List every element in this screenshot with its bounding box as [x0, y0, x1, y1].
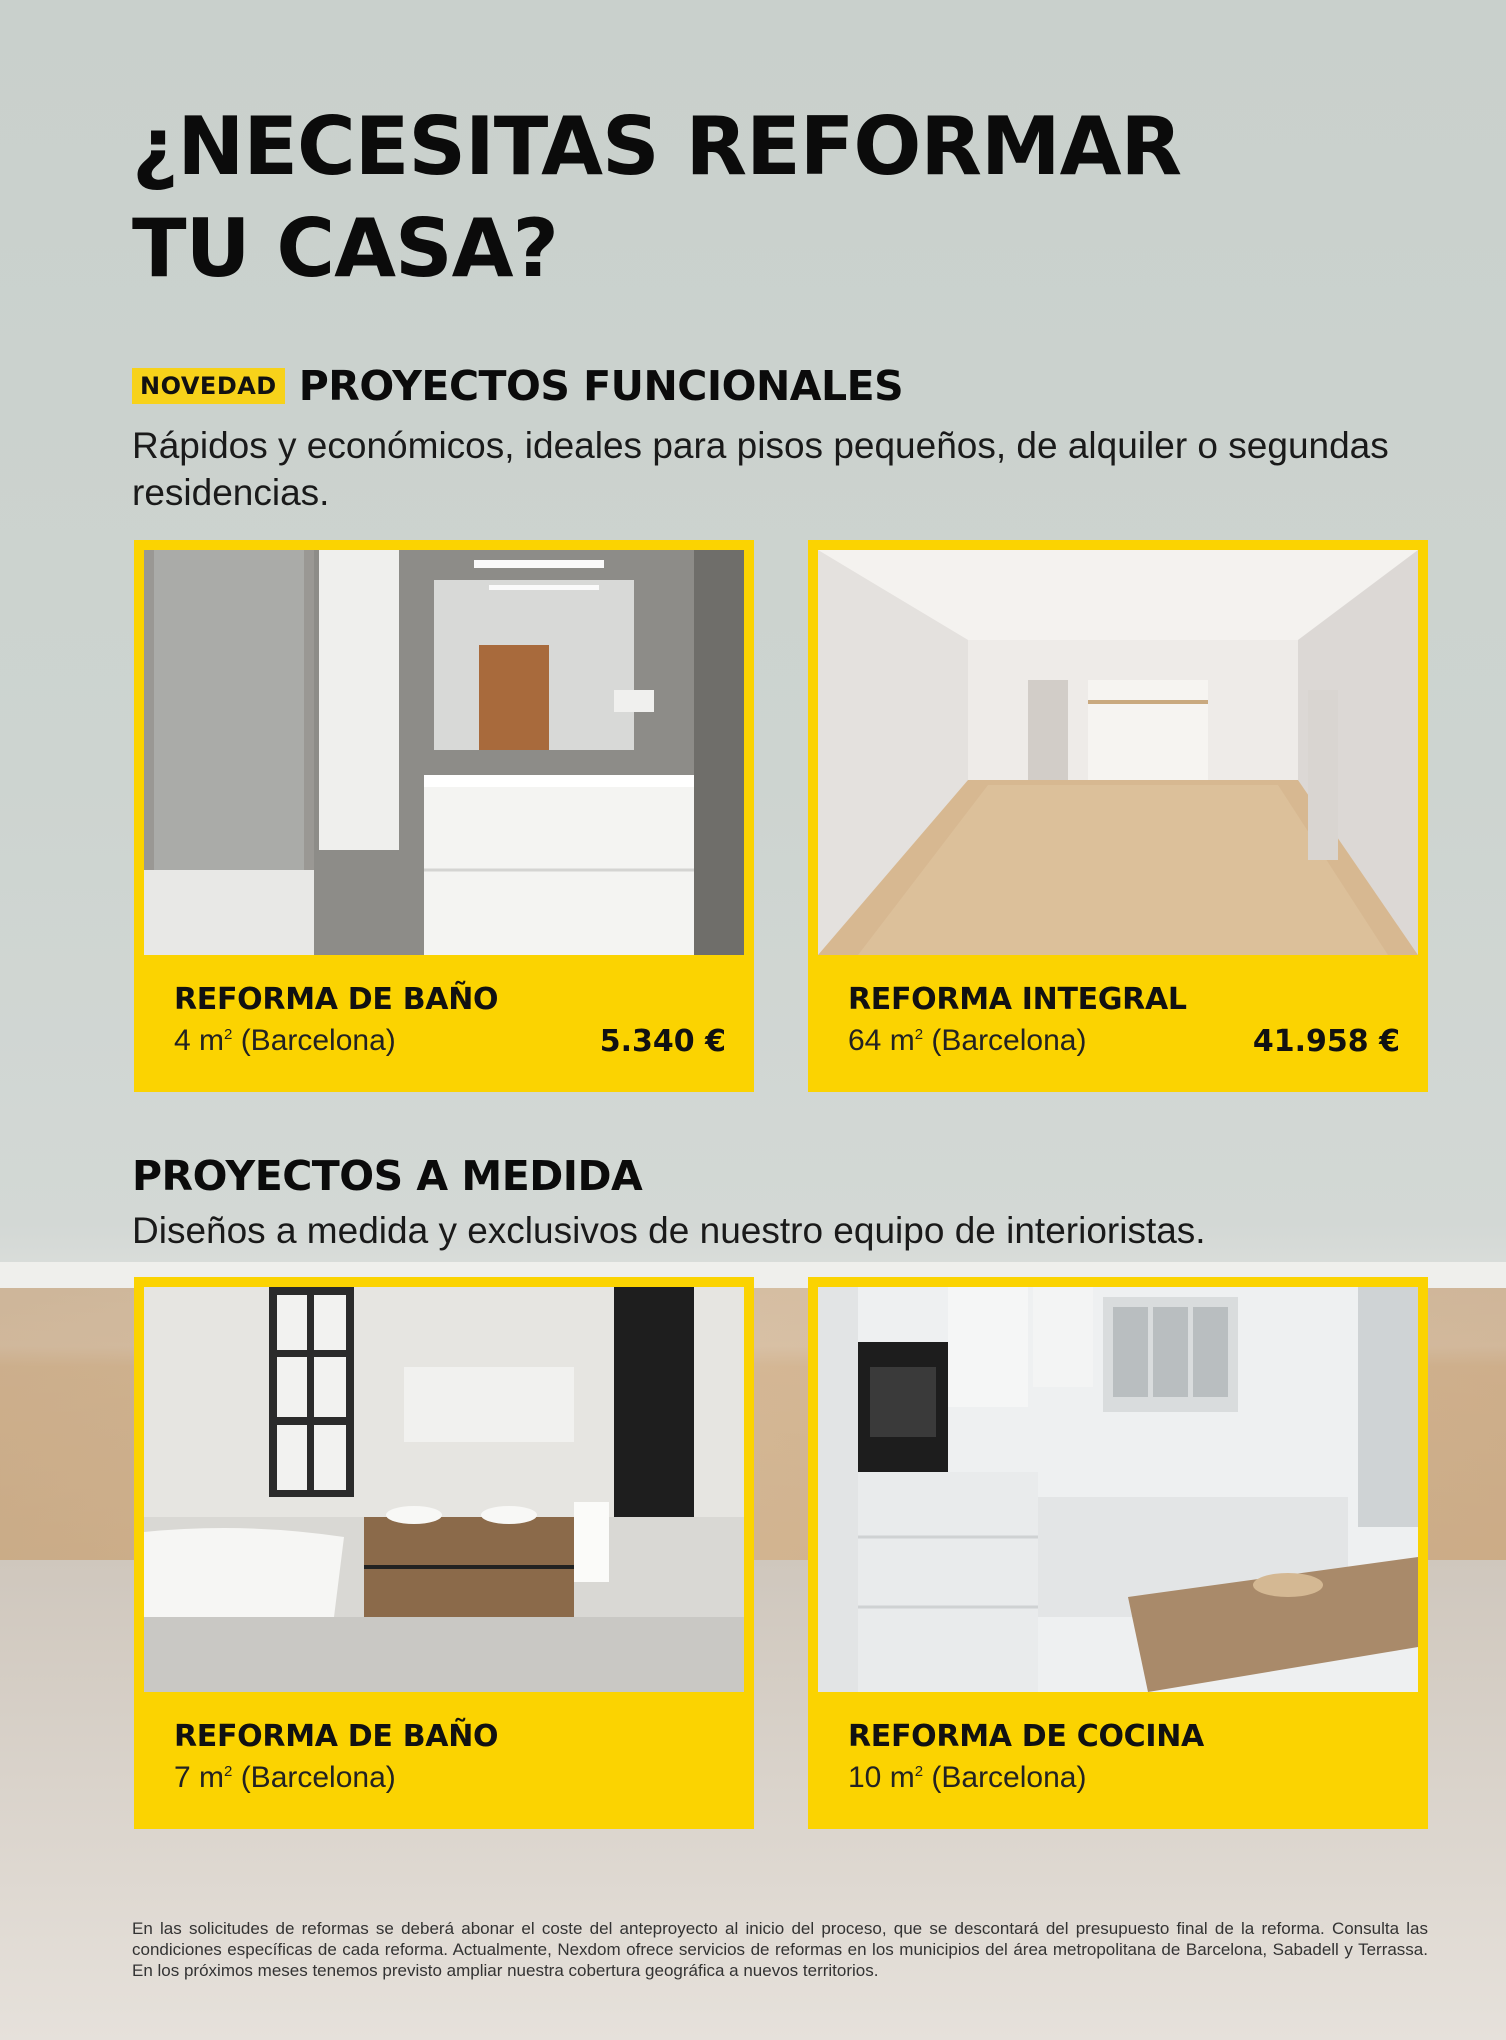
- card-size: 64 $m^2$ (Barcelona): [848, 1024, 1087, 1057]
- card-size: 10 $m^2$ (Barcelona): [848, 1761, 1087, 1794]
- card-custom-kitchen[interactable]: [808, 1277, 1428, 1829]
- card-functional-bathroom[interactable]: [134, 540, 754, 1092]
- card-custom-bathroom[interactable]: [134, 1277, 754, 1829]
- custom-section-header: [132, 1152, 642, 1200]
- card-price: 5.340 €: [599, 1024, 726, 1059]
- card-functional-integral[interactable]: [808, 540, 1428, 1092]
- functional-section-subtitle: Rápidos y económicos, ideales para pisos pequeños, de alquiler o segundas residencias.: [132, 425, 1389, 513]
- headline-line-1: ¿NECESITAS REFORMAR: [132, 100, 1182, 193]
- card-size: 4 $m^2$ (Barcelona): [174, 1024, 396, 1057]
- footnote: En las solicitudes de reformas se deberá abonar el coste del anteproyecto al inicio del proceso, que se descontará del presupuesto final de la reforma. Consulta las condiciones específicas de cada reforma. Actualmente, Nexdom ofrece servicios de reformas en los municipios del área metropolitana de Barcelona, Sabadell y Terrassa. En los próximos meses tenemos previsto ampliar nuestra cobertura geográfica a nuevos territorios.: [132, 1919, 1428, 1980]
- custom-section-title: PROYECTOS A MEDIDA: [132, 1152, 643, 1200]
- card-title: REFORMA INTEGRAL: [848, 982, 1187, 1017]
- card-title: REFORMA DE BAÑO: [174, 1719, 499, 1754]
- bathroom-photo: [144, 550, 744, 955]
- page-headline: [132, 96, 1181, 300]
- kitchen-photo: [818, 1287, 1418, 1692]
- new-badge: NOVEDAD: [132, 368, 285, 404]
- luxury-bathroom-photo: [144, 1287, 744, 1692]
- card-title: REFORMA DE COCINA: [848, 1719, 1204, 1754]
- custom-section-subtitle: Diseños a medida y exclusivos de nuestro equipo de interioristas.: [132, 1210, 1206, 1251]
- functional-section-title: PROYECTOS FUNCIONALES: [298, 362, 904, 410]
- headline-line-2: TU CASA?: [132, 202, 558, 295]
- empty-room-photo: [818, 550, 1418, 955]
- card-title: REFORMA DE BAÑO: [174, 982, 499, 1017]
- functional-section-header: [132, 362, 903, 410]
- card-price: 41.958 €: [1252, 1024, 1400, 1059]
- card-size: 7 $m^2$ (Barcelona): [174, 1761, 396, 1794]
